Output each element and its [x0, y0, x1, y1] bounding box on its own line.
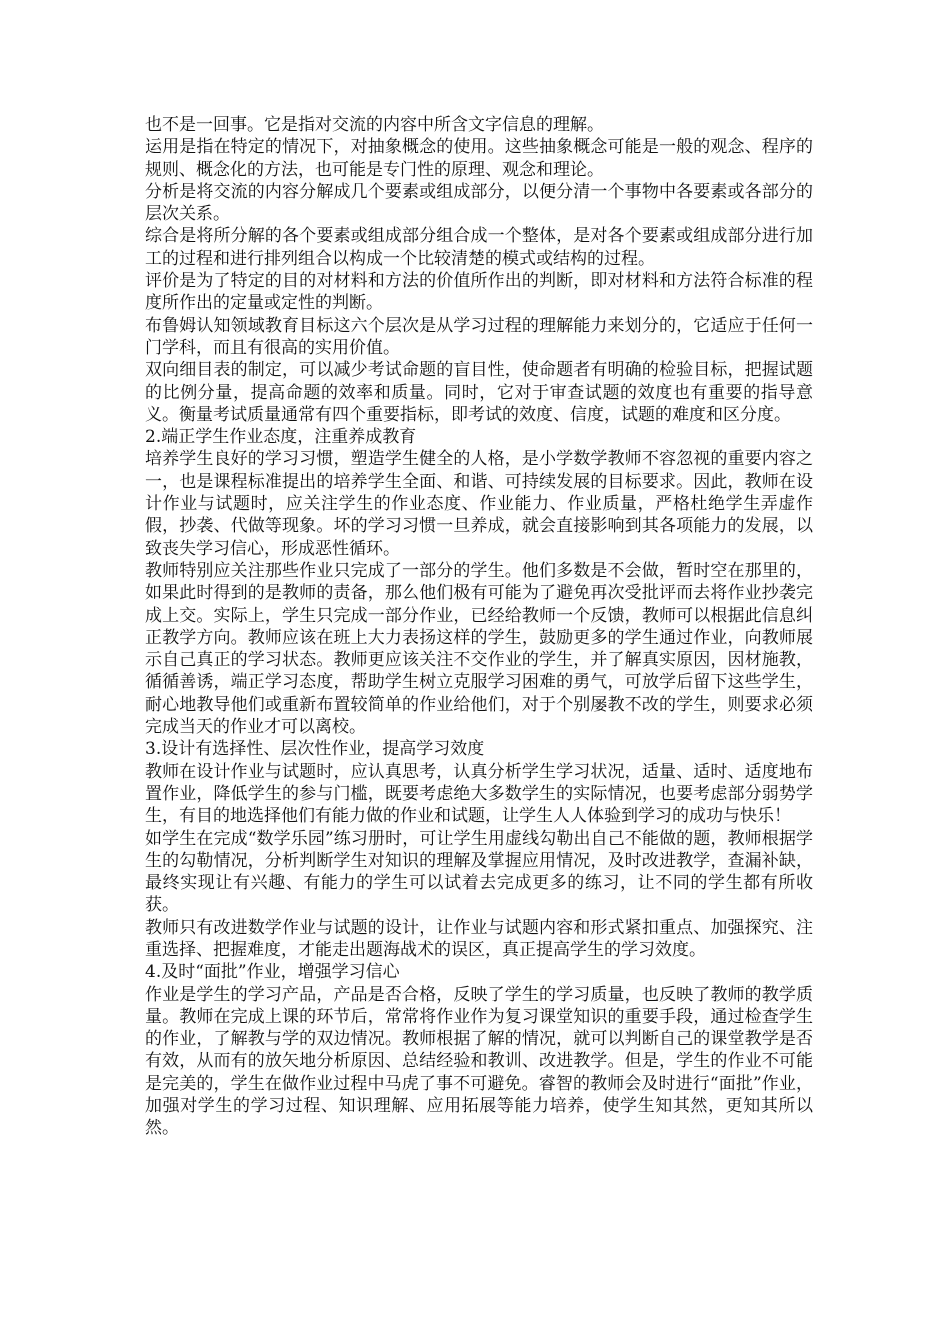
paragraph: 运用是指在特定的情况下，对抽象概念的使用。这些抽象概念可能是一般的观念、程序的规则、概念化的方法，也可能是专门性的原理、观念和理论。 [145, 137, 813, 180]
section-heading: 3.设计有选择性、层次性作业，提高学习效度 [145, 739, 485, 760]
paragraph: 如学生在完成“数学乐园”练习册时，可让学生用虚线勾勒出自己不能做的题，教师根据学生的勾勒情况，分析判断学生对知识的理解及掌握应用情况，及时改进教学，查漏补缺，最终实现让有兴趣、有能力的学生可以试着去完成更多的练习，让不同的学生都有所收获。 [145, 828, 813, 916]
paragraph: 作业是学生的学习产品，产品是否合格，反映了学生的学习质量，也反映了教师的教学质量。教师在完成上课的环节后，常常将作业作为复习课堂知识的重要手段，通过检查学生的作业，了解教与学的双边情况。教师根据了解的情况，就可以判断自己的课堂教学是否有效，从而有的放矢地分析原因、总结经验和教训、改进教学。但是，学生的作业不可能是完美的，学生在做作业过程中马虎了事不可避免。睿智的教师会及时进行“面批”作业，加强对学生的学习过程、知识理解、应用拓展等能力培养，使学生知其然，更知其所以然。 [145, 984, 813, 1139]
section-heading: 4.及时“面批”作业，增强学习信心 [145, 962, 400, 983]
paragraph: 教师只有改进数学作业与试题的设计，让作业与试题内容和形式紧扣重点、加强探究、注重选择、把握难度，才能走出题海战术的误区，真正提高学生的学习效度。 [145, 917, 813, 960]
paragraph: 综合是将所分解的各个要素或组成部分组合成一个整体，是对各个要素或组成部分进行加工的过程和进行排列组合以构成一个比较清楚的模式或结构的过程。 [145, 226, 813, 269]
paragraph: 培养学生良好的学习习惯，塑造学生健全的人格，是小学数学教师不容忽视的重要内容之一，也是课程标准提出的培养学生全面、和谐、可持续发展的目标要求。因此，教师在设计作业与试题时，应关注学生的作业态度、作业能力、作业质量，严格杜绝学生弄虚作假，抄袭、代做等现象。坏的学习习惯一旦养成，就会直接影响到其各项能力的发展，以致丧失学习信心，形成恶性循环。 [145, 449, 813, 559]
paragraph: 也不是一回事。它是指对交流的内容中所含文字信息的理解。 [145, 115, 604, 135]
paragraph: 双向细目表的制定，可以减少考试命题的盲目性，使命题者有明确的检验目标，把握试题的比例分量，提高命题的效率和质量。同时，它对于审查试题的效度也有重要的指导意义。衡量考试质量通常有四个重要指标，即考试的效度、信度，试题的难度和区分度。 [145, 360, 813, 425]
paragraph: 布鲁姆认知领域教育目标这六个层次是从学习过程的理解能力来划分的，它适应于任何一门学科，而且有很高的实用价值。 [145, 315, 813, 358]
paragraph: 评价是为了特定的目的对材料和方法的价值所作出的判断，即对材料和方法符合标准的程度所作出的定量或定性的判断。 [145, 271, 813, 314]
section-heading: 2.端正学生作业态度，注重养成教育 [145, 427, 417, 448]
document-body [145, 114, 813, 1140]
paragraph: 教师特别应关注那些作业只完成了一部分的学生。他们多数是不会做，暂时空在那里的，如果此时得到的是教师的责备，那么他们极有可能为了避免再次受批评而去将作业抄袭完成上交。实际上，学生只完成一部分作业，已经给教师一个反馈，教师可以根据此信息纠正教学方向。教师应该在班上大力表扬这样的学生，鼓励更多的学生通过作业，向教师展示自己真正的学习状态。教师更应该关注不交作业的学生，并了解真实原因，因材施教，循循善诱，端正学习态度，帮助学生树立克服学习困难的勇气，可放学后留下这些学生，耐心地教导他们或重新布置较简单的作业给他们，对于个别屡教不改的学生，则要求必须完成当天的作业才可以离校。 [145, 560, 813, 738]
paragraph: 分析是将交流的内容分解成几个要素或组成部分，以便分清一个事物中各要素或各部分的层次关系。 [145, 181, 813, 225]
paragraph: 教师在设计作业与试题时，应认真思考，认真分析学生学习状况，适量、适时、适度地布置作业，降低学生的参与门槛，既要考虑绝大多数学生的实际情况，也要考虑部分弱势学生，有目的地选择他们有能力做的作业和试题，让学生人人体验到学习的成功与快乐！ [145, 761, 813, 827]
